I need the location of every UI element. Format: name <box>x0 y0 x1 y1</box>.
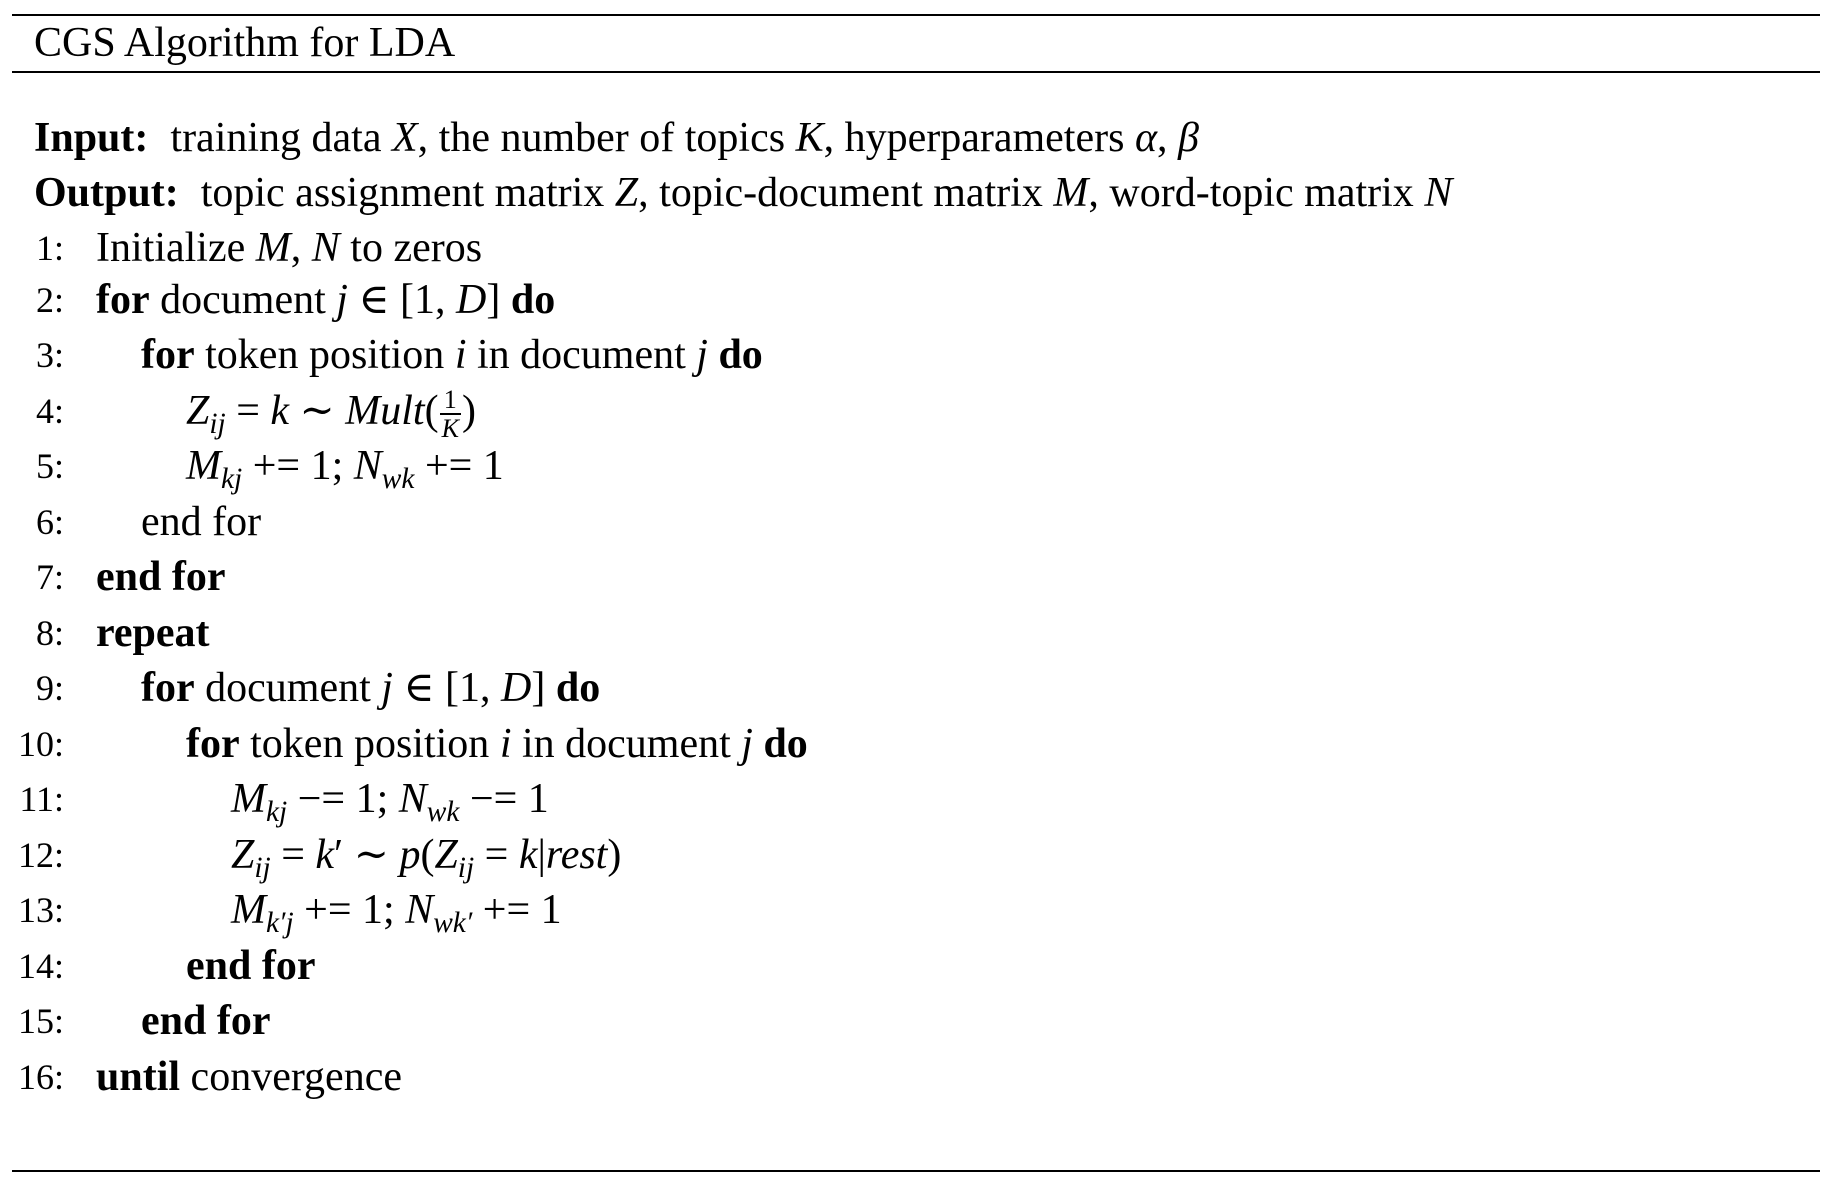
line-number: 16: <box>17 1057 64 1097</box>
algorithm-line <box>0 549 1800 605</box>
algorithm-title: CGS Algorithm for LDA <box>34 20 456 66</box>
line-number: 7: <box>35 557 64 597</box>
line-code: $Z_{ij} = k'$ ∼ $p(Z_{ij}$ = k|rest) <box>231 832 622 884</box>
line-code: end for <box>141 998 271 1044</box>
line-code: $M_{kj} += 1$; $N_{wk} += 1$ <box>186 443 504 495</box>
line-number: 12: <box>17 835 64 875</box>
input-spec: Input: training data X, the number of topics K, hyperparameters α, β <box>34 115 1199 161</box>
line-code: end for <box>186 943 316 989</box>
algorithm-line <box>0 327 1800 383</box>
fraction-one-over-k: $\frac{1}{K}$ <box>441 385 459 444</box>
title-rule <box>12 71 1820 73</box>
algorithm-line <box>0 938 1800 994</box>
line-number: 2: <box>35 280 64 320</box>
line-code: end for <box>96 554 226 600</box>
line-number: 11: <box>19 779 64 819</box>
line-number: 6: <box>35 502 64 542</box>
top-rule <box>12 14 1820 16</box>
line-number: 15: <box>17 1001 64 1041</box>
line-code: repeat <box>96 610 210 656</box>
line-code: Initialize M, N to zeros <box>96 225 483 271</box>
algorithm-line <box>0 993 1800 1049</box>
line-code: for document j ∈ [1, D] do <box>141 665 601 711</box>
algorithm-line <box>0 383 1800 444</box>
line-number: 1: <box>35 228 64 268</box>
line-code: for token position i in document j do <box>141 332 763 378</box>
algorithm-line <box>0 1049 1800 1105</box>
algorithm-line <box>0 660 1800 716</box>
line-code: $Z_{ij} = k$ ∼ Mult( $\frac{1}{K}$ ) <box>186 385 476 444</box>
input-label: Input: <box>34 115 149 161</box>
algorithm-line <box>0 272 1800 328</box>
line-number: 10: <box>17 724 64 764</box>
algorithm-line <box>0 605 1800 661</box>
algorithm-line <box>0 494 1800 550</box>
line-code: for token position i in document j do <box>186 721 808 767</box>
algorithm-line <box>0 771 1800 827</box>
algorithm-line <box>0 438 1800 494</box>
output-spec: Output: topic assignment matrix Z, topic-document matrix M, word-topic matrix N <box>34 170 1453 216</box>
algorithm-line <box>0 220 1800 276</box>
algorithm-line <box>0 716 1800 772</box>
line-code: $M_{k'j} += 1$; $N_{wk'} += 1$ <box>231 887 562 939</box>
line-number: 8: <box>35 613 64 653</box>
line-number: 14: <box>17 946 64 986</box>
output-label: Output: <box>34 170 179 216</box>
algorithm-line <box>0 827 1800 883</box>
bottom-rule <box>12 1170 1820 1172</box>
line-number: 13: <box>17 890 64 930</box>
line-code: until convergence <box>96 1054 402 1100</box>
line-number: 9: <box>35 668 64 708</box>
line-number: 5: <box>35 446 64 486</box>
line-code: end for <box>141 499 262 545</box>
line-number: 3: <box>35 335 64 375</box>
algorithm-line <box>0 882 1800 938</box>
line-code: for document j ∈ [1, D] do <box>96 277 556 323</box>
line-code: $M_{kj} -= 1$; $N_{wk} -= 1$ <box>231 776 549 828</box>
line-number: 4: <box>35 391 64 431</box>
